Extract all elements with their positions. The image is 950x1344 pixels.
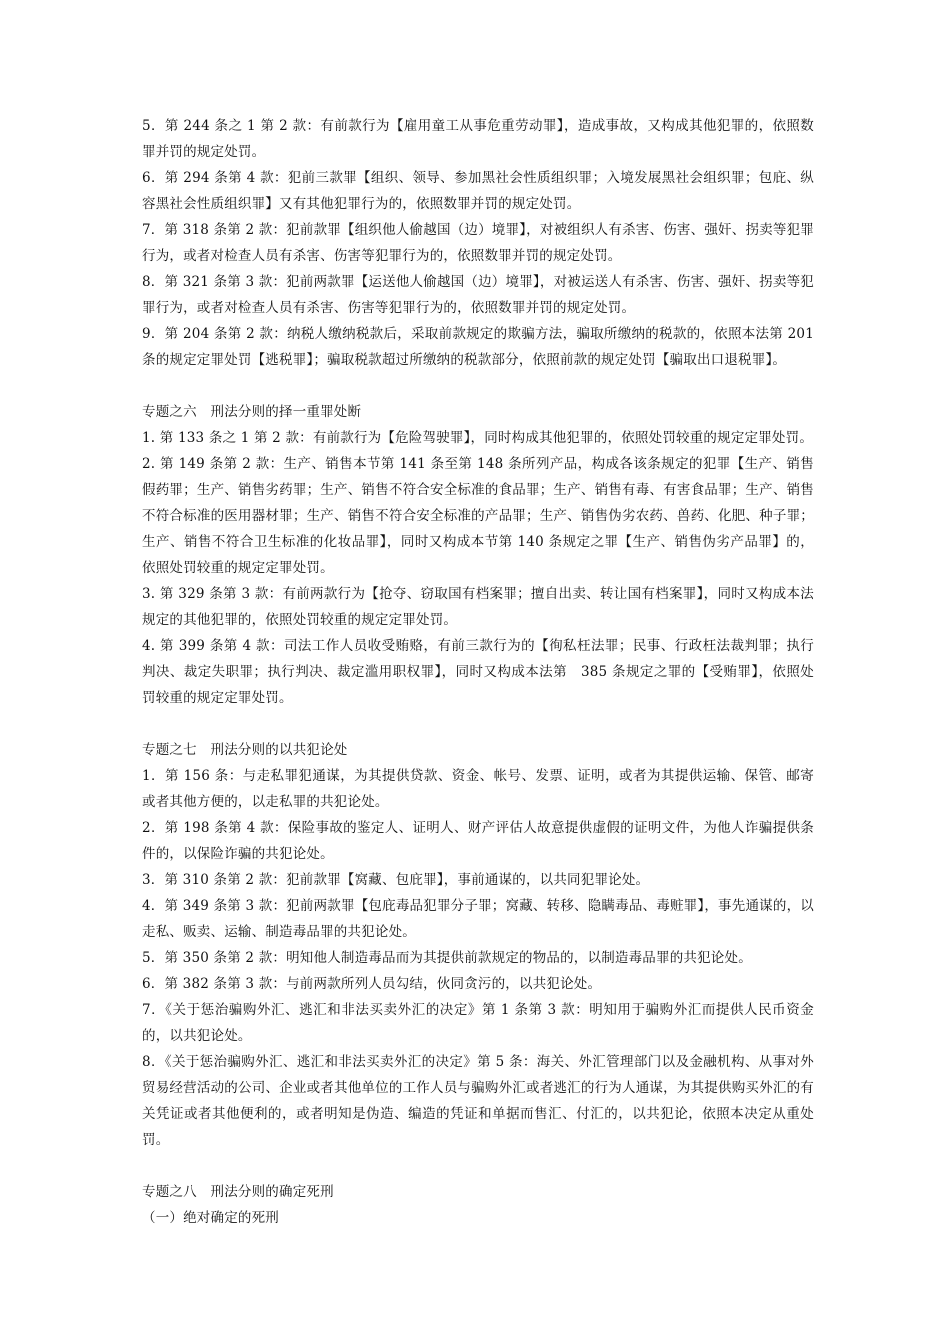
section-gap [142,711,814,737]
section-gap [142,373,814,399]
section-7-title: 专题之七 刑法分则的以共犯论处 [142,742,348,758]
section-6-title: 专题之六 刑法分则的择一重罪处断 [142,404,362,420]
list-item: 6．第 382 条第 3 款：与前两款所列人员勾结，伙同贪污的，以共犯论处。 [142,976,602,992]
list-item: 8．第 321 条第 3 款：犯前两款罪【运送他人偷越国（边）境罪】，对被运送人有杀害、伤害、强奸、拐卖等犯罪行为，或者对检查人员有杀害、伤害等犯罪行为的，依照数罪并罚的规定处罚。 [142,274,814,316]
section-8-subtitle: （一）绝对确定的死刑 [142,1210,279,1226]
list-item: 1. 第 133 条之 1 第 2 款：有前款行为【危险驾驶罪】，同时构成其他犯罪的，依照处罚较重的规定定罪处罚。 [142,430,814,446]
list-item: 7．《关于惩治骗购外汇、逃汇和非法买卖外汇的决定》第 1 条第 3 款：明知用于骗购外汇而提供人民币资金的，以共犯论处。 [142,1002,814,1044]
list-item: 2．第 198 条第 4 款：保险事故的鉴定人、证明人、财产评估人故意提供虚假的证明文件，为他人诈骗提供条件的，以保险诈骗的共犯论处。 [142,820,814,862]
list-item: 4．第 349 条第 3 款：犯前两款罪【包庇毒品犯罪分子罪；窝藏、转移、隐瞒毒品、毒赃罪】，事先通谋的，以走私、贩卖、运输、制造毒品罪的共犯论处。 [142,898,814,940]
list-item: 1．第 156 条：与走私罪犯通谋，为其提供贷款、资金、帐号、发票、证明，或者为其提供运输、保管、邮寄或者其他方便的，以走私罪的共犯论处。 [142,768,814,810]
section-gap [142,1153,814,1179]
list-item: 3. 第 329 条第 3 款：有前两款行为【抢夺、窃取国有档案罪；擅自出卖、转让国有档案罪】，同时又构成本法规定的其他犯罪的，依照处罚较重的规定定罪处罚。 [142,586,814,628]
list-item: 2. 第 149 条第 2 款：生产、销售本节第 141 条至第 148 条所列产品，构成各该条规定的犯罪【生产、销售假药罪；生产、销售劣药罪；生产、销售不符合安全标准的食品罪；生产、销售有毒、有害食品罪；生产、销售不符合标准的医用器材罪；生产、销售不符合安全标准的产品罪；生产、销售伪劣农药、兽药、化肥、种子罪；生产、销售不符合卫生标准的化妆品罪】，同时又构成本节第 140 条规定之罪【生产、销售伪劣产品罪】的，依照处罚较重的规定定罪处罚。 [142,456,814,576]
list-item: 7．第 318 条第 2 款：犯前款罪【组织他人偷越国（边）境罪】，对被组织人有杀害、伤害、强奸、拐卖等犯罪行为，或者对检查人员有杀害、伤害等犯罪行为的，依照数罪并罚的规定处罚。 [142,222,814,264]
list-item: 3．第 310 条第 2 款：犯前款罪【窝藏、包庇罪】，事前通谋的，以共同犯罪论处。 [142,872,650,888]
section-8-title: 专题之八 刑法分则的确定死刑 [142,1184,334,1200]
list-item: 9．第 204 条第 2 款：纳税人缴纳税款后，采取前款规定的欺骗方法，骗取所缴纳的税款的，依照本法第 201 条的规定定罪处罚【逃税罪】；骗取税款超过所缴纳的税款部分，依照前款的规定处罚【骗取出口退税罪】。 [142,326,814,368]
list-item: 4. 第 399 条第 4 款：司法工作人员收受贿赂，有前三款行为的【徇私枉法罪；民事、行政枉法裁判罪；执行判决、裁定失职罪；执行判决、裁定滥用职权罪】，同时又构成本法第 385 条规定之罪的【受贿罪】，依照处罚较重的规定定罪处罚。 [142,638,814,706]
list-item: 5．第 244 条之 1 第 2 款：有前款行为【雇用童工从事危重劳动罪】，造成事故，又构成其他犯罪的，依照数罪并罚的规定处罚。 [142,118,814,160]
document-body [142,113,814,1231]
list-item: 8．《关于惩治骗购外汇、逃汇和非法买卖外汇的决定》第 5 条：海关、外汇管理部门以及金融机构、从事对外贸易经营活动的公司、企业或者其他单位的工作人员与骗购外汇或者逃汇的行为人通谋，为其提供购买外汇的有关凭证或者其他便利的，或者明知是伪造、编造的凭证和单据而售汇、付汇的，以共犯论，依照本决定从重处罚。 [142,1054,814,1148]
list-item: 5．第 350 条第 2 款：明知他人制造毒品而为其提供前款规定的物品的，以制造毒品罪的共犯论处。 [142,950,752,966]
list-item: 6．第 294 条第 4 款：犯前三款罪【组织、领导、参加黑社会性质组织罪；入境发展黑社会组织罪；包庇、纵容黑社会性质组织罪】又有其他犯罪行为的，依照数罪并罚的规定处罚。 [142,170,814,212]
